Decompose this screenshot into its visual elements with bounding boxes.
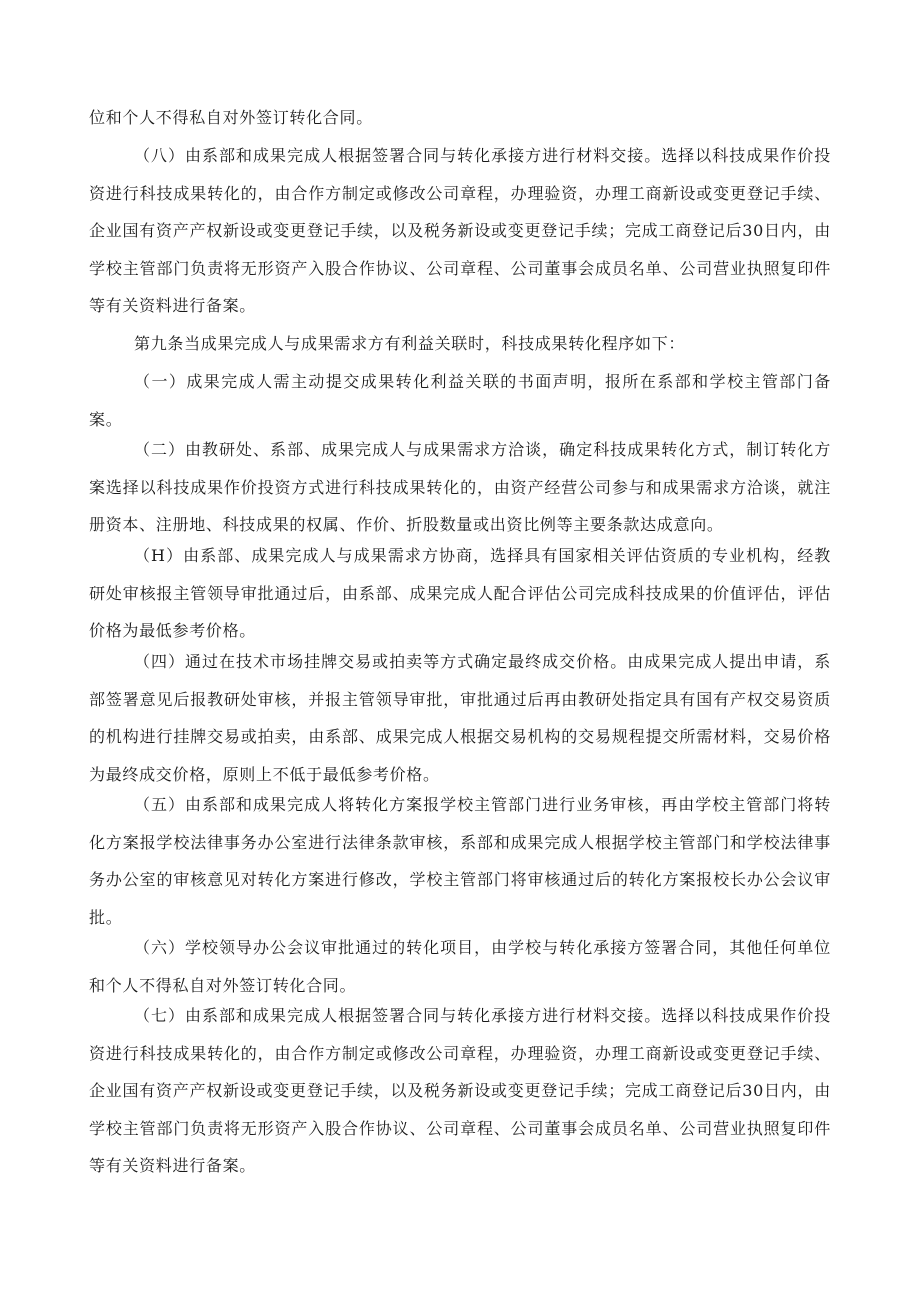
- paragraph-continuation: 位和个人不得私自对外签订转化合同。: [89, 108, 373, 127]
- paragraph-item-1: （一）成果完成人需主动提交成果转化利益关联的书面声明，报所在系部和学校主管部门备案。: [89, 372, 831, 429]
- paragraph-article-9: 第九条当成果完成人与成果需求方有利益关联时，科技成果转化程序如下：: [134, 334, 686, 353]
- paragraph-item-8: （八）由系部和成果完成人根据签署合同与转化承接方进行材料交接。选择以科技成果作价投资进行科技成果转化的，由合作方制定或修改公司章程，办理验资，办理工商新设或变更登记手续、企业国有资产产权新设或变更登记手续，以及税务新设或变更登记手续；完成工商登记后30日内，由学校主管部门负责将无形资产入股合作协议、公司章程、公司董事会成员名单、公司营业执照复印件等有关资料进行备案。: [89, 146, 831, 316]
- paragraph-item-4: （四）通过在技术市场挂牌交易或拍卖等方式确定最终成交价格。由成果完成人提出申请，系部签署意见后报教研处审核，并报主管领导审批，审批通过后再由教研处指定具有国有产权交易资质的机构进行挂牌交易或拍卖，由系部、成果完成人根据交易机构的交易规程提交所需材料，交易价格为最终成交价格，原则上不低于最低参考价格。: [89, 652, 831, 784]
- paragraph-item-2: （二）由教研处、系部、成果完成人与成果需求方洽谈，确定科技成果转化方式，制订转化方案选择以科技成果作价投资方式进行科技成果转化的，由资产经营公司参与和成果需求方洽谈，就注册资本、注册地、科技成果的权属、作价、折股数量或出资比例等主要条款达成意向。: [89, 440, 831, 535]
- paragraph-item-5: （五）由系部和成果完成人将转化方案报学校主管部门进行业务审核，再由学校主管部门将转化方案报学校法律事务办公室进行法律条款审核，系部和成果完成人根据学校主管部门和学校法律事务办公室的审核意见对转化方案进行修改，学校主管部门将审核通过后的转化方案报校长办公会议审批。: [89, 795, 831, 927]
- paragraph-item-7: （七）由系部和成果完成人根据签署合同与转化承接方进行材料交接。选择以科技成果作价投资进行科技成果转化的，由合作方制定或修改公司章程，办理验资，办理工商新设或变更登记手续、企业国有资产产权新设或变更登记手续，以及税务新设或变更登记手续；完成工商登记后30日内，由学校主管部门负责将无形资产入股合作协议、公司章程、公司董事会成员名单、公司营业执照复印件等有关资料进行备案。: [89, 1006, 831, 1176]
- paragraph-item-6: （六）学校领导办公会议审批通过的转化项目，由学校与转化承接方签署合同，其他任何单位和个人不得私自对外签订转化合同。: [89, 938, 831, 995]
- paragraph-item-3: （H）由系部、成果完成人与成果需求方协商，选择具有国家相关评估资质的专业机构，经教研处审核报主管领导审批通过后，由系部、成果完成人配合评估公司完成科技成果的价值评估，评估价格为最低参考价格。: [89, 546, 831, 641]
